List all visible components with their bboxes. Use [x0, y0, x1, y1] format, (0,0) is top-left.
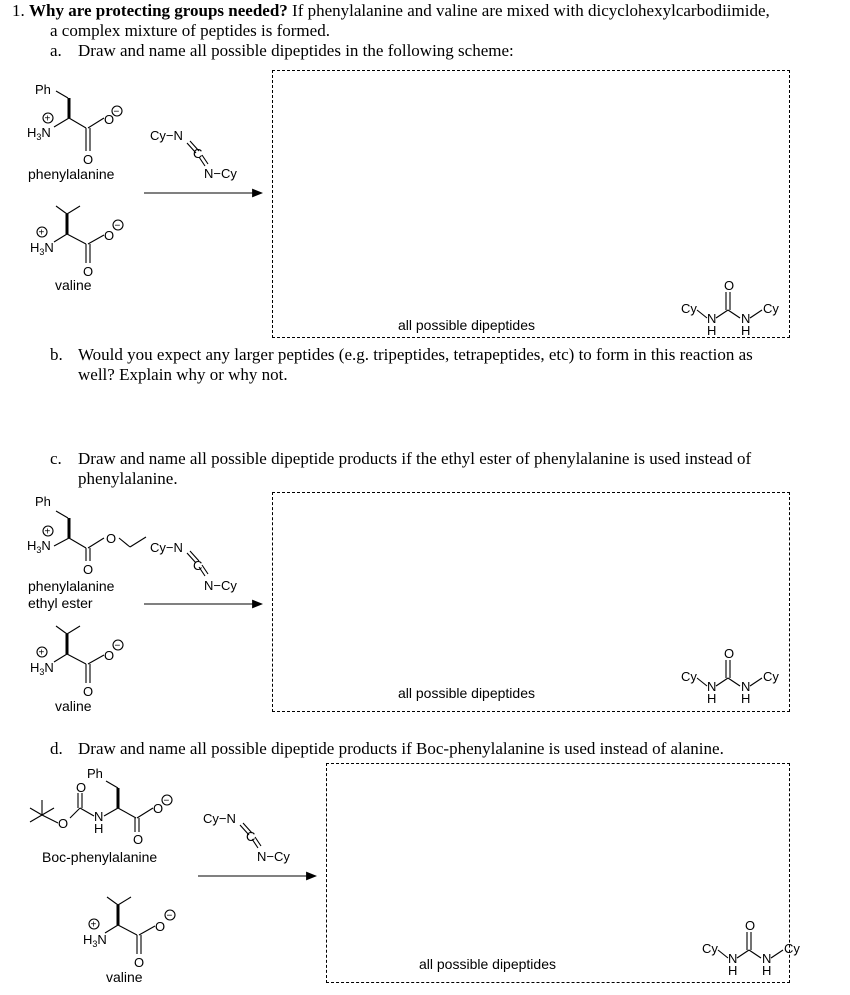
- atom-ph-d: Ph: [87, 766, 103, 781]
- dipeptide-cy-right-a: Cy: [763, 301, 779, 316]
- atom-o-carboxylate-val-d: O: [155, 919, 166, 934]
- atom-h3n-val-d: $H_3N$: [83, 932, 107, 949]
- plus-charge-a: +: [44, 113, 51, 125]
- label-valine-c: valine: [55, 698, 92, 714]
- atom-h-amide-d: H: [94, 821, 104, 836]
- dipeptide-h1-d: H: [728, 963, 738, 978]
- part-b-letter: b.: [50, 345, 63, 364]
- plus-charge-c: +: [44, 526, 51, 538]
- dipeptide-n1-c: N: [707, 679, 717, 694]
- part-d-text: Draw and name all possible dipeptide products if Boc-phenylalanine is used instead of alanine.: [78, 739, 724, 758]
- part-c-line2: phenylalanine.: [78, 469, 178, 488]
- dipeptide-h2-d: H: [762, 963, 772, 978]
- label-valine-d: valine: [106, 969, 143, 985]
- dcc-c-a: C: [193, 146, 203, 161]
- atom-o-carbonyl-d: O: [133, 832, 144, 847]
- dcc-cy-n-d: Cy−N: [203, 811, 236, 826]
- dipeptide-h1-c: H: [707, 691, 717, 706]
- dipeptide-cy-right-c: Cy: [763, 669, 779, 684]
- atom-h3n-val-a: $H_3N$: [30, 240, 54, 257]
- dipeptide-n2-c: N: [741, 679, 751, 694]
- dipeptide-h2-a: H: [741, 323, 751, 338]
- dipeptide-cy-left-c: Cy: [681, 669, 697, 684]
- dcc-cy-n-c: Cy−N: [150, 540, 183, 555]
- atom-o-carbonyl-a: O: [83, 152, 94, 167]
- question-intro-line2: a complex mixture of peptides is formed.: [50, 21, 330, 40]
- dipeptide-cy-left-a: Cy: [681, 301, 697, 316]
- atom-o-boc-ester-d: O: [58, 816, 69, 831]
- all-dipeptides-label-d: all possible dipeptides: [419, 956, 556, 972]
- dcc-c-d: C: [246, 829, 256, 844]
- label-boc-phenylalanine: Boc-phenylalanine: [42, 849, 158, 865]
- dipeptide-n1-d: N: [728, 951, 738, 966]
- label-phe-ester-line1: phenylalanine: [28, 578, 115, 594]
- plus-charge-val-a: +: [38, 227, 45, 239]
- dcc-n-cy-a: N−Cy: [204, 166, 237, 181]
- plus-charge-val-d: +: [90, 919, 97, 931]
- dipeptide-h1-a: H: [707, 323, 717, 338]
- label-valine-a: valine: [55, 277, 92, 293]
- atom-o-ester-c: O: [106, 531, 117, 546]
- part-b-line2: well? Explain why or why not.: [78, 365, 288, 384]
- question-intro-line1: If phenylalanine and valine are mixed with dicyclohexylcarbodiimide,: [287, 1, 770, 20]
- part-a-letter: a.: [50, 41, 62, 60]
- minus-charge-d: −: [163, 795, 170, 807]
- dcc-cy-n-a: Cy−N: [150, 128, 183, 143]
- minus-charge-val-c: −: [114, 640, 121, 652]
- atom-o-carboxylate-val-c: O: [104, 648, 115, 663]
- atom-o-carbonyl-val-c: O: [83, 684, 94, 699]
- minus-charge-val-a: −: [114, 220, 121, 232]
- part-d-letter: d.: [50, 739, 63, 758]
- dipeptide-cy-left-d: Cy: [702, 941, 718, 956]
- dipeptide-cy-right-d: Cy: [784, 941, 800, 956]
- atom-o-carbonyl-val-a: O: [83, 264, 94, 279]
- minus-charge-a: −: [113, 106, 120, 118]
- label-phe-ester-line2: ethyl ester: [28, 595, 93, 611]
- question-number: 1.: [12, 1, 25, 20]
- dcc-n-cy-c: N−Cy: [204, 578, 237, 593]
- atom-h3n-c: $H_3N$: [27, 538, 51, 555]
- all-dipeptides-label-a: all possible dipeptides: [398, 317, 535, 333]
- dipeptide-o-a: O: [724, 278, 735, 293]
- atom-h3n-a: $H_3N$: [27, 125, 51, 142]
- label-phenylalanine-a: phenylalanine: [28, 166, 115, 182]
- dipeptide-n1-a: N: [707, 311, 717, 326]
- phe-ethyl-ester-structure: [43, 511, 146, 561]
- atom-o-boc-carbonyl-d: O: [76, 780, 87, 795]
- atom-o-carbonyl-val-d: O: [134, 955, 145, 970]
- question-heading: Why are protecting groups needed?: [29, 1, 288, 20]
- dcc-n-cy-d: N−Cy: [257, 849, 290, 864]
- plus-charge-val-c: +: [38, 647, 45, 659]
- part-c-line1: Draw and name all possible dipeptide products if the ethyl ester of phenylalanine is used instead of: [78, 449, 752, 468]
- atom-n-amide-d: N: [94, 809, 104, 824]
- dipeptide-h2-c: H: [741, 691, 751, 706]
- dcc-c-c: C: [193, 558, 203, 573]
- minus-charge-val-d: −: [166, 910, 173, 922]
- dipeptide-n2-a: N: [741, 311, 751, 326]
- atom-o-carbonyl-c: O: [83, 562, 94, 577]
- part-a-text: Draw and name all possible dipeptides in the following scheme:: [78, 41, 514, 60]
- dipeptide-o-d: O: [745, 918, 756, 933]
- dipeptide-n2-d: N: [762, 951, 772, 966]
- atom-o-carboxylate-d: O: [153, 801, 164, 816]
- atom-h3n-val-c: $H_3N$: [30, 660, 54, 677]
- atom-o-carboxylate-val-a: O: [104, 228, 115, 243]
- part-b-line1: Would you expect any larger peptides (e.g. tripeptides, tetrapeptides, etc) to form in this reaction as: [78, 345, 753, 364]
- atom-ph-a: Ph: [35, 82, 51, 97]
- atom-ph-c: Ph: [35, 494, 51, 509]
- atom-o-carboxylate-a: O: [104, 112, 115, 127]
- dipeptide-o-c: O: [724, 646, 735, 661]
- all-dipeptides-label-c: all possible dipeptides: [398, 685, 535, 701]
- part-c-letter: c.: [50, 449, 62, 468]
